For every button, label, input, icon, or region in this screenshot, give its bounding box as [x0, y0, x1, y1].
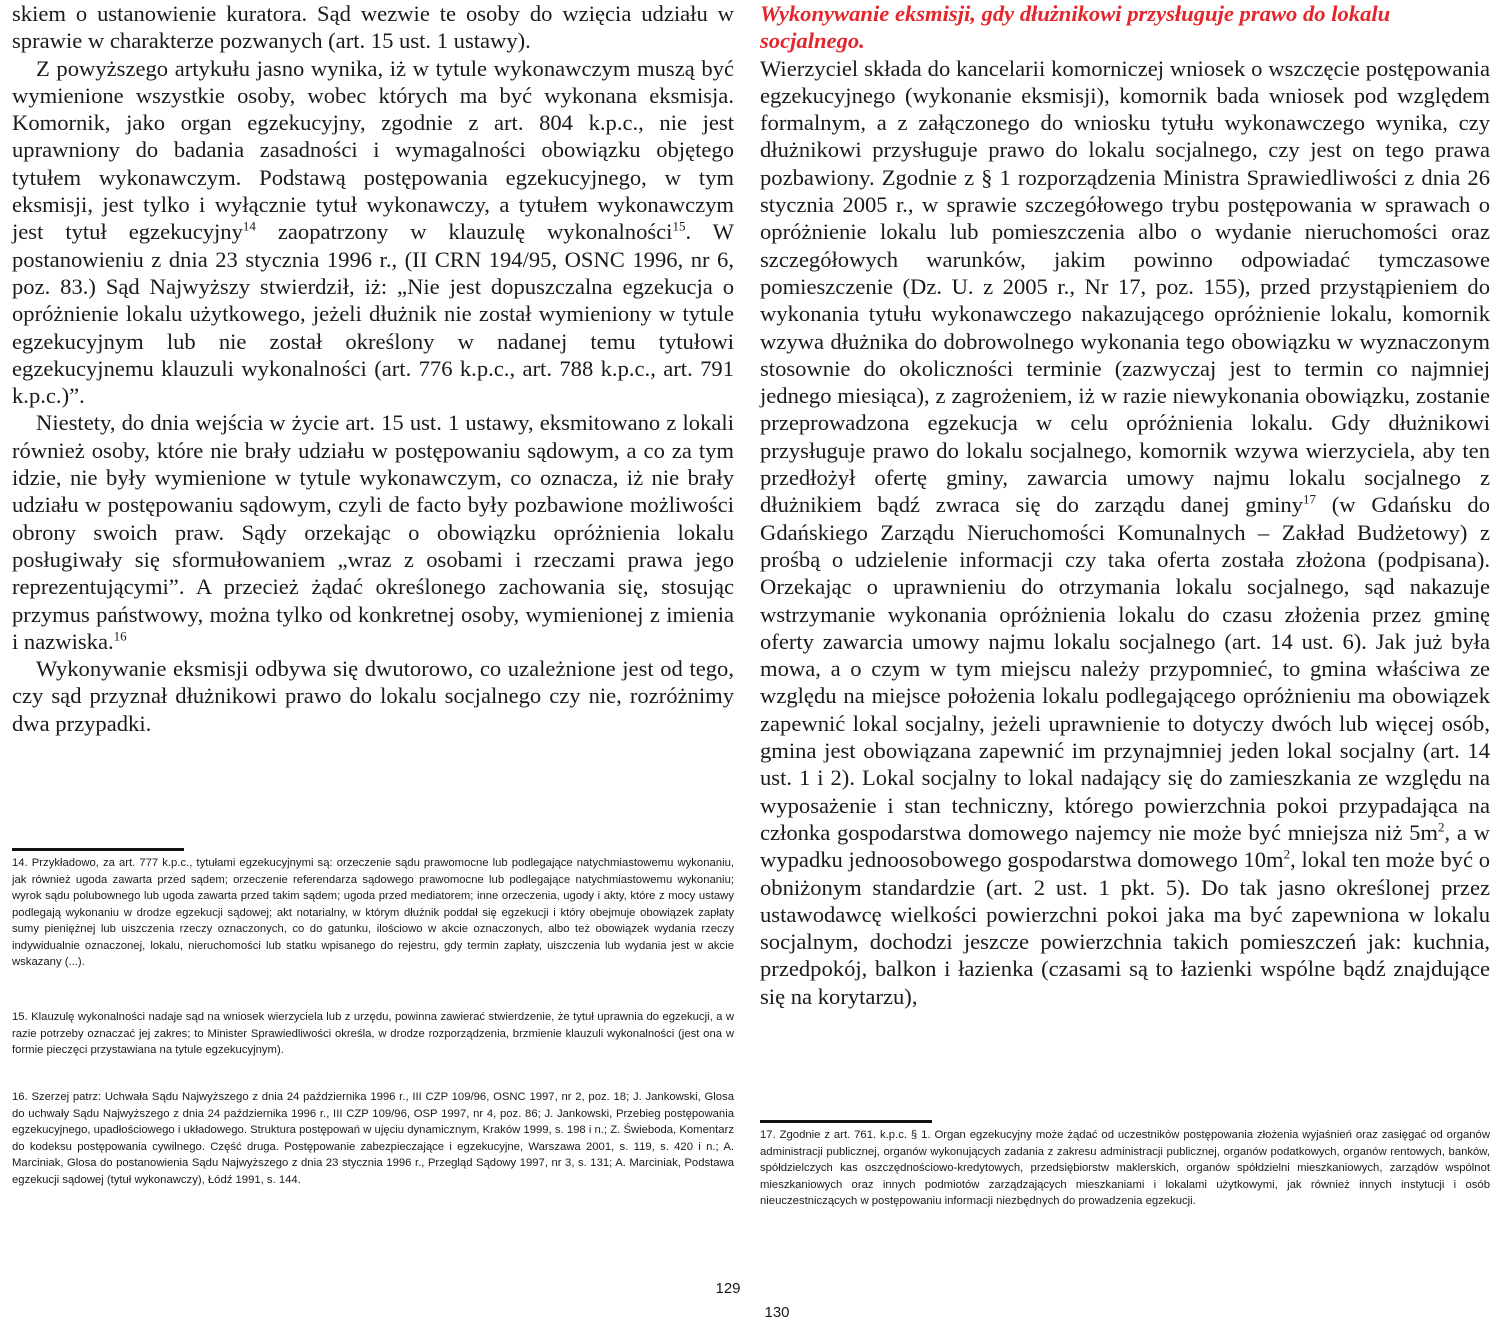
paragraph-text: . W postanowieniu z dnia 23 stycznia 1996 r., (II CRN 194/95, OSNC 1996, nr 6, poz. 83.) Sąd Najwyższy stwierdził, iż: „Nie jest dopuszczalna egzekucja o opróżnienie lokalu użytkowego, jeżeli dłużnik nie został wymieniony w tytule egzekucyjnym lub nie został określony w nadanej temu tytułowi egzekucyjnemu klauzuli wykonalności (art. 776 k.p.c., art. 788 k.p.c., art. 791 k.p.c.)”.: [12, 219, 734, 409]
footnote-block-17: [760, 1120, 1490, 1210]
footnote-ref-16[interactable]: 16: [113, 628, 127, 644]
footnote-block-14: [12, 848, 734, 971]
footnote-ref-14[interactable]: 14: [242, 218, 256, 234]
page-number-left: 129: [715, 1280, 741, 1297]
footnote-block-16: [12, 1089, 734, 1188]
paragraph-text: zaopatrzony w klauzulę wykonalności: [255, 219, 673, 245]
footnote-separator: [12, 848, 184, 851]
left-body-text: [12, 0, 734, 737]
paragraph-text: , lokal ten może być o obniżonym standardzie (art. 2 ust. 1 pkt. 5). Do tak jasno określonej przez ustawodawcę wielkości powierzchni pokoi jaka ma być zapewniona w lokalu socjalnym, dochodzi jeszcze powierzchnia takich pomieszczeń jak: kuchnia, przedpokój, balkon i łazienka (czasami są to łazienki wspólne bądź znajdujące się na korytarzu),: [760, 847, 1491, 1009]
paragraph-text: Wierzyciel składa do kancelarii komorniczej wniosek o wszczęcie postępowania egzekucyjnego (wykonanie eksmisji), komornik bada wniosek pod względem formalnym, a z załączonego do wniosku tytułu wykonawczego wynika, czy dłużnikowi przysługuje prawo do lokalu socjalnego, czy jest on tego prawa pozbawiony. Zgodnie z § 1 rozporządzenia Ministra Sprawiedliwości z dnia 26 stycznia 2005 r., w sprawie szczegółowego trybu postępowania w sprawach o opróżnienie lokalu lub pomieszczenia albo o wydanie nieruchomości oraz szczegółowych warunków, jakim powinno odpowiadać tymczasowe pomieszczenie (Dz. U. z 2005 r., Nr 17, poz. 155), przed przystąpieniem do wykonania tytułu wykonawczego nakazującego opróżnienie lokalu, komornik wzywa dłużnika do dobrowolnego wykonania tego obowiązku w wyznaczonym stosownie do okoliczności terminie (zazwyczaj jest to termin co najmniej jednego miesiąca), z zagrożeniem, iż w razie niewykonania obowiązku, zostanie przeprowadzona egzekucja w celu opróżnienia lokalu. Gdy dłużnikowi przysługuje prawo do lokalu socjalnego, komornik wzywa wierzyciela, aby ten przedłożył ofertę gminy, zawarcia umowy najmu lokalu socjalnego z dłużnikiem bądź zwraca się do zarządu danej gminy: [760, 55, 1490, 518]
footnote-block-15: [12, 1009, 734, 1059]
footnote-15: 15. Klauzulę wykonalności nadaje sąd na wniosek wierzyciela lub z urzędu, powinna zawierać stwierdzenie, że tytuł uprawnia do egzekucji, a w razie potrzeby oznaczać jej zakres; to Minister Sprawiedliwości określa, w drodze rozporządzenia, brzmienie klauzuli wykonalności (jest ona w formie pieczęci przystawiana na tytule egzekucyjnym).: [12, 1011, 734, 1056]
footnote-ref-15[interactable]: 15: [672, 218, 686, 234]
left-page-column: [12, 0, 734, 737]
paragraph-title-requirement: [12, 55, 734, 410]
footnote-16: 16. Szerzej patrz: Uchwała Sądu Najwyższego z dnia 24 października 1996 r., III CZP 109/96, OSNC 1997, nr 2, poz. 18; J. Jankowski, Glosa do uchwały Sądu Najwyższego z dnia 24 października 1996 r., III CZP 109/96, OSP 1997, nr 4, poz. 86; J. Jankowski, Przebieg postępowania egzekucyjnego, upadłościowego i układowego. Struktura postępowań w ujęciu dynamicznym, Kraków 1999, s. 198 i n.; Z. Świeboda, Komentarz do kodeksu postępowania cywilnego. Część druga. Postępowanie zabezpieczające i egzekucyjne, Warszawa 2001, s. 119, s. 420 i n.; A. Marciniak, Glosa do postanowienia Sądu Najwyższego z dnia 23 stycznia 1996 r., Przegląd Sądowy 1997, nr 3, s. 131; A. Marciniak, Podstawa egzekucji sądowej (tytuł wykonawczy), Łódź 1991, s. 144.: [12, 1091, 734, 1186]
paragraph-two-cases: Wykonywanie eksmisji odbywa się dwutorowo, co uzależnione jest od tego, czy sąd przyznał dłużnikowi prawo do lokalu socjalnego czy nie, rozróżnimy dwa przypadki.: [12, 656, 734, 736]
paragraph-eviction-history: [12, 409, 734, 655]
paragraph-text: Z powyższego artykułu jasno wynika, iż w tytule wykonawczym muszą być wymienione wszystkie osoby, wobec których ma być wykonana eksmisja. Komornik, jako organ egzekucyjny, zgodnie z art. 804 k.p.c., nie jest uprawniony do badania zasadności i wymagalności obowiązku objętego tytułem wykonawczym. Podstawą postępowania egzekucyjnego, w tym eksmisji, jest tylko i wyłącznie tytuł wykonawczy, a tytułem wykonawczym jest tytuł egzekucyjny: [12, 55, 734, 245]
superscript-squared: 2: [1283, 846, 1291, 862]
paragraph-text: (w Gdańsku do Gdańskiego Zarządu Nieruchomości Komunalnych – Zakład Budżetowy) z prośbą o udzielenie informacji czy taka oferta została złożona (podpisana). Orzekając o uprawnieniu do otrzymania lokalu socjalnego, sąd nakazuje wstrzymanie wykonania opróżnienia lokalu do czasu złożenia przez gminę oferty zawarcia umowy najmu lokalu socjalnego (art. 14 ust. 6). Jak już była mowa, a o czym w tym miejscu należy przypomnieć, to gmina właściwa ze względu na miejsce położenia lokalu podlegającego opróżnieniu ma obowiązek zapewnić lokal socjalny, jeżeli uprawnienie to dotyczy dwóch lub więcej osób, gmina jest obowiązana zapewnić im przynajmniej jeden lokal socjalny (art. 14 ust. 1 i 2). Lokal socjalny to lokal nadający się do zamieszkania ze względu na wyposażenie i stan techniczny, którego powierzchnia pokoi przypadająca na członka gospodarstwa domowego najemcy nie może być mniejsza niż 5m: [760, 492, 1490, 845]
paragraph-text: , a w wypadku jednoosobowego gospodarstwa domowego 10m: [760, 819, 1490, 873]
right-page-column: [760, 0, 1490, 1010]
page-number-right: 130: [764, 1304, 790, 1321]
footnote-ref-17[interactable]: 17: [1303, 491, 1317, 507]
paragraph-eviction-procedure: [760, 55, 1490, 1010]
paragraph-continuation: skiem o ustanowienie kuratora. Sąd wezwie te osoby do wzięcia udziału w sprawie w charakterze pozwanych (art. 15 ust. 1 ustawy).: [12, 1, 734, 54]
right-body-text: [760, 55, 1490, 1010]
section-heading: Wykonywanie eksmisji, gdy dłużnikowi przysługuje prawo do lokalu socjalnego.: [760, 1, 1391, 54]
footnote-14: 14. Przykładowo, za art. 777 k.p.c., tytułami egzekucyjnymi są: orzeczenie sądu prawomocne lub podlegające natychmiastowemu wykonaniu, jak również ugoda zawarta przed sądem; orzeczenie referendarza sądowego prawomocne lub podlegające natychmiastowemu wykonaniu; wyrok sądu polubownego lub ugoda zawarta przed takim sądem; ugoda przed mediatorem; inne orzeczenia, ugody i akty, które z mocy ustawy podlegają wykonaniu w drodze egzekucji sądowej; akt notarialny, w którym dłużnik poddał się egzekucji i który obejmuje obowiązek zapłaty sumy pieniężnej lub uiszczenia rzeczy oznaczonych, co do gatunku, ilościowo w akcie oznaczonych, albo też obowiązek wydania rzeczy indywidualnie oznaczonej, lokalu, nieruchomości lub statku wpisanego do rejestru, gdy termin zapłaty, uiszczenia lub wydania jest w akcie wskazany (...).: [12, 857, 734, 968]
superscript-squared: 2: [1438, 819, 1445, 835]
footnote-17: 17. Zgodnie z art. 761. k.p.c. § 1. Organ egzekucyjny może żądać od uczestników postępowania złożenia wyjaśnień oraz zasięgać od organów administracji publicznej, organów wykonujących zadania z zakresu administracji publicznej, organów podatkowych, organów rentowych, banków, spółdzielczych kas oszczędnościowo-kredytowych, przedsiębiorstw maklerskich, organów spółdzielni mieszkaniowych, zarządów wspólnot mieszkaniowych oraz innych podmiotów zarządzających mieszkaniami i lokalami użytkowymi, jak również innych instytucji i osób nieuczestniczących w postępowaniu informacji niezbędnych do prowadzenia egzekucji.: [760, 1129, 1490, 1207]
footnote-separator: [760, 1120, 932, 1123]
paragraph-text: Niestety, do dnia wejścia w życie art. 15 ust. 1 ustawy, eksmitowano z lokali również osoby, które nie brały udziału w postępowaniu sądowym, a co za tym idzie, nie były wymienione w tytule wykonawczym, co oznacza, iż nie brały udziału w postępowaniu sądowym, czyli de facto były pozbawione możliwości obrony swoich praw. Sądy orzekając o obowiązku opróżnienia lokalu posługiwały się sformułowaniem „wraz z osobami i rzeczami prawa jego reprezentującymi”. A przecież żądać określonego zachowania się, stosując przymus państwowy, można tylko od konkretnej osoby, wymienionej z imienia i nazwiska.: [12, 410, 734, 654]
